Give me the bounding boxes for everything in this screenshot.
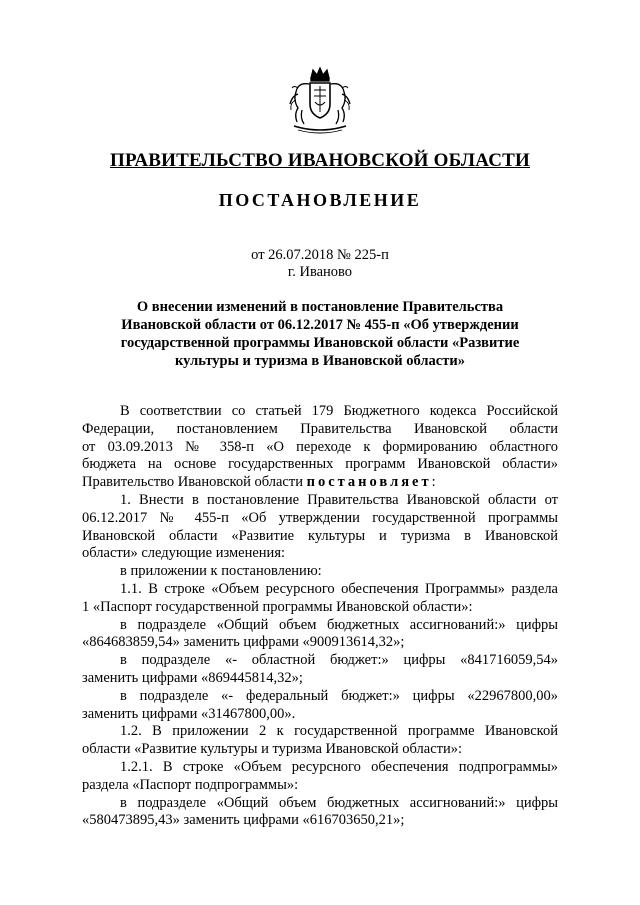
body-line: в подразделе «- федеральный бюджет:» цифры «22967800,00»: [120, 687, 558, 704]
body-line: 1.2.1. В строке «Объем ресурсного обеспечения подпрограммы»: [120, 758, 558, 775]
body-line: заменить цифрами «869445814,32»;: [82, 669, 303, 686]
organization-title: ПРАВИТЕЛЬСТВО ИВАНОВСКОЙ ОБЛАСТИ: [110, 150, 530, 171]
body-line: в подразделе «Общий объем бюджетных ассигнований:» цифры: [120, 616, 558, 633]
body-line: раздела «Паспорт подпрограммы»:: [82, 776, 299, 793]
body-line: Ивановской области «Развитие культуры и туризма в Ивановской: [82, 527, 558, 544]
body-line: 1.2. В приложении 2 к государственной программе Ивановской: [120, 723, 558, 740]
body-line: в подразделе «Общий объем бюджетных ассигнований:» цифры: [120, 794, 558, 811]
document-type: ПОСТАНОВЛЕНИЕ: [218, 190, 422, 210]
body-line: в подразделе «- областной бюджет:» цифры «841716059,54»: [120, 652, 558, 669]
body-line: от 03.09.2013 № 358-п «О переходе к формированию областного: [82, 438, 558, 455]
body-line: бюджета на основе государственных программ Ивановской области»: [82, 456, 558, 473]
body-line: Федерации, постановлением Правительства Ивановской области: [82, 420, 558, 437]
body-line: 06.12.2017 № 455-п «Об утверждении государственной программы: [82, 509, 558, 526]
body-line: В соответствии со статьей 179 Бюджетного кодекса Российской: [120, 403, 558, 419]
body-line: 1. Внести в постановление Правительства Ивановской области от: [120, 491, 558, 508]
document-city: г. Иваново: [287, 264, 353, 280]
coat-of-arms-icon: [284, 64, 356, 136]
document-date-number: от 26.07.2018 № 225-п: [251, 247, 389, 263]
body-line: 1 «Паспорт государственной программы Ивановской области»:: [82, 598, 473, 615]
body-line: «864683859,54» заменить цифрами «900913614,32»;: [82, 634, 405, 651]
document-body: [82, 403, 558, 830]
body-line: 1.1. В строке «Объем ресурсного обеспечения Программы» раздела: [120, 580, 558, 597]
body-line: заменить цифрами «31467800,00».: [82, 705, 296, 722]
body-line: в приложении к постановлению:: [120, 563, 322, 580]
title-line: государственной программы Ивановской области «Развитие: [120, 335, 520, 351]
title-line: Ивановской области от 06.12.2017 № 455-п «Об утверждении: [121, 317, 519, 333]
title-line: культуры и туризма в Ивановской области»: [175, 353, 465, 369]
body-line: области» следующие изменения:: [82, 545, 286, 562]
decree-suffix: :: [431, 474, 436, 491]
document-title: [110, 298, 530, 370]
title-line: О внесении изменений в постановление Правительства: [136, 299, 504, 315]
body-line: области «Развитие культуры и туризма Ивановской области»:: [82, 741, 463, 758]
decree-line: [82, 474, 558, 492]
body-line: «580473895,43» заменить цифрами «616703650,21»;: [82, 812, 405, 829]
decree-prefix: Правительство Ивановской области: [82, 474, 307, 491]
decree-word: постановляет: [306, 474, 432, 491]
